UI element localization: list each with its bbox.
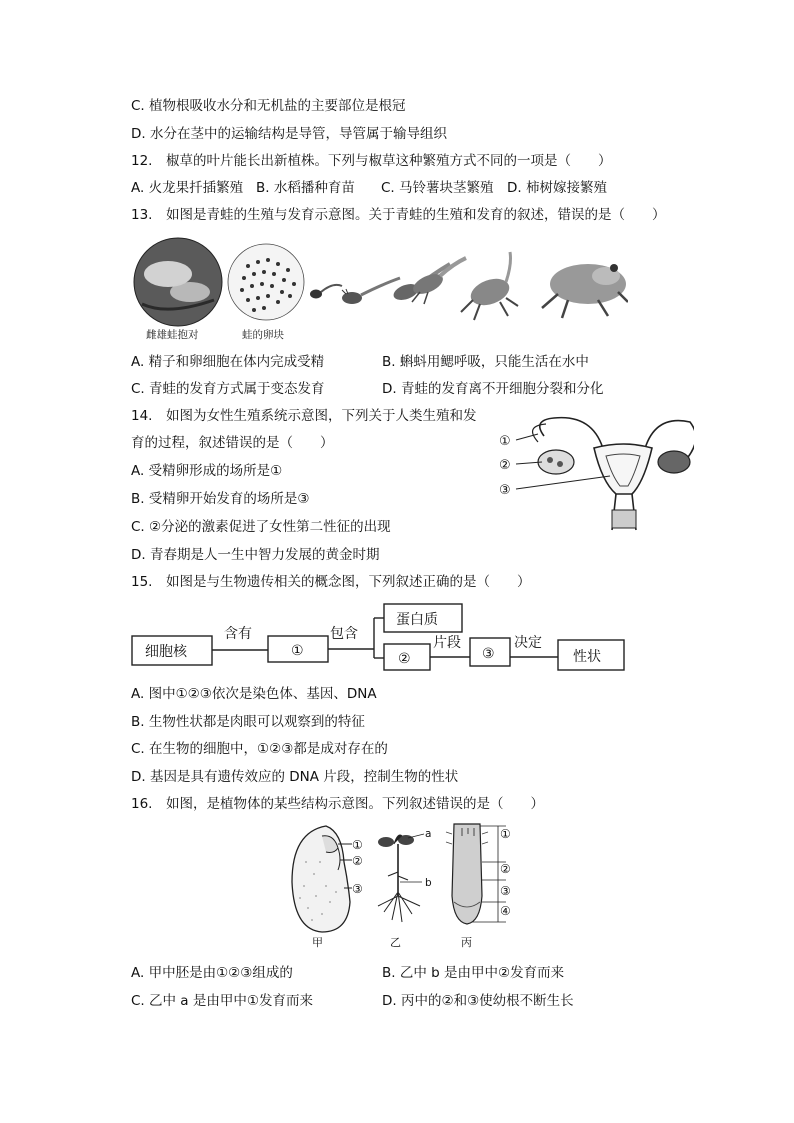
q13-option-c: C. 青蛙的发育方式属于变态发育 bbox=[131, 381, 325, 397]
marker-1: ① bbox=[499, 434, 511, 449]
froglet-drawing bbox=[461, 252, 518, 320]
frog-life-cycle-figure bbox=[128, 234, 628, 346]
q16-stem: 16. 如图，是植物体的某些结构示意图。下列叙述错误的是（ ） bbox=[131, 796, 544, 812]
q15-option-d: D. 基因是具有遗传效应的 DNA 片段，控制生物的性状 bbox=[131, 769, 459, 785]
seed-marker-1: ① bbox=[352, 838, 363, 852]
label-bing: 丙 bbox=[461, 936, 472, 949]
q14-stem-line2: 育的过程，叙述错误的是（ ） bbox=[131, 435, 334, 451]
q13-option-d: D. 青蛙的发育离不开细胞分裂和分化 bbox=[382, 381, 604, 397]
egg-mass-drawing bbox=[228, 244, 304, 320]
arrow-decide-text: 决定 bbox=[514, 635, 542, 651]
marker-2: ② bbox=[499, 458, 511, 473]
label-yi: 乙 bbox=[390, 936, 401, 949]
seed-marker-3: ③ bbox=[352, 882, 363, 896]
genetics-concept-map bbox=[128, 600, 648, 680]
root-marker-1: ① bbox=[500, 827, 511, 841]
q14-option-a: A. 受精卵形成的场所是① bbox=[131, 463, 283, 479]
box-1-text: ① bbox=[291, 643, 304, 659]
female-reproductive-system-figure bbox=[494, 412, 694, 534]
seed-marker-2: ② bbox=[352, 854, 363, 868]
q15-option-b: B. 生物性状都是肉眼可以观察到的特征 bbox=[131, 714, 365, 730]
box-trait-text: 性状 bbox=[573, 649, 601, 665]
q14-option-b: B. 受精卵开始发育的场所是③ bbox=[131, 491, 310, 507]
q11-option-d: D. 水分在茎中的运输结构是导管，导管属于输导组织 bbox=[131, 126, 447, 142]
seedling-label-b: b bbox=[425, 877, 432, 889]
root-marker-3: ③ bbox=[500, 884, 511, 898]
q13-option-a: A. 精子和卵细胞在体内完成受精 bbox=[131, 354, 325, 370]
q12-option-c: C. 马铃薯块茎繁殖 bbox=[381, 180, 494, 196]
q13-option-b: B. 蝌蚪用鳃呼吸，只能生活在水中 bbox=[382, 354, 589, 370]
tadpole-hindlegs-drawing bbox=[410, 258, 466, 304]
q12-stem: 12. 椒草的叶片能长出新植株。下列与椒草这种繁殖方式不同的一项是（ ） bbox=[131, 153, 612, 169]
q15-option-a: A. 图中①②③依次是染色体、基因、DNA bbox=[131, 686, 377, 702]
q15-option-c: C. 在生物的细胞中，①②③都是成对存在的 bbox=[131, 741, 388, 757]
box-2-text: ② bbox=[398, 651, 411, 667]
box-nucleus-text: 细胞核 bbox=[145, 644, 187, 660]
arrow-segment-text: 片段 bbox=[433, 635, 461, 651]
egg-mass-label: 蛙的卵块 bbox=[242, 329, 284, 341]
bean-seed-drawing bbox=[292, 826, 350, 932]
arrow-include-text: 包含 bbox=[330, 626, 358, 642]
q12-option-a: A. 火龙果扦插繁殖 bbox=[131, 180, 244, 196]
arrow-contain-text: 含有 bbox=[224, 626, 252, 642]
root-marker-4: ④ bbox=[500, 904, 511, 918]
adult-frog-drawing bbox=[542, 264, 628, 318]
q16-option-b: B. 乙中 b 是由甲中②发育而来 bbox=[382, 965, 565, 981]
q16-option-c: C. 乙中 a 是由甲中①发育而来 bbox=[131, 993, 313, 1009]
q14-option-d: D. 青春期是人一生中智力发展的黄金时期 bbox=[131, 547, 380, 563]
q14-option-c: C. ②分泌的激素促进了女性第二性征的出现 bbox=[131, 519, 391, 535]
q14-stem-line1: 14. 如图为女性生殖系统示意图，下列关于人类生殖和发 bbox=[131, 408, 477, 424]
label-jia: 甲 bbox=[312, 936, 323, 949]
root-tip-drawing bbox=[446, 824, 488, 924]
q13-stem: 13. 如图是青蛙的生殖与发育示意图。关于青蛙的生殖和发育的叙述，错误的是（ ） bbox=[131, 207, 666, 223]
seedling-drawing bbox=[378, 834, 424, 922]
q11-option-c: C. 植物根吸收水分和无机盐的主要部位是根冠 bbox=[131, 98, 406, 114]
q16-option-d: D. 丙中的②和③使幼根不断生长 bbox=[382, 993, 574, 1009]
root-marker-2: ② bbox=[500, 862, 511, 876]
tadpole-gills-drawing bbox=[342, 278, 400, 304]
q12-option-d: D. 柿树嫁接繁殖 bbox=[507, 180, 607, 196]
marker-3: ③ bbox=[499, 483, 511, 498]
plant-structures-figure bbox=[286, 822, 526, 950]
tadpole-small-drawing bbox=[310, 285, 342, 299]
seedling-label-a: a bbox=[425, 828, 432, 840]
amplexus-label: 雌雄蛙抱对 bbox=[146, 329, 199, 341]
box-protein-text: 蛋白质 bbox=[396, 612, 438, 628]
q12-option-b: B. 水稻播种育苗 bbox=[256, 180, 355, 196]
q15-stem: 15. 如图是与生物遗传相关的概念图，下列叙述正确的是（ ） bbox=[131, 574, 531, 590]
box-3-text: ③ bbox=[482, 646, 495, 662]
q16-option-a: A. 甲中胚是由①②③组成的 bbox=[131, 965, 293, 981]
